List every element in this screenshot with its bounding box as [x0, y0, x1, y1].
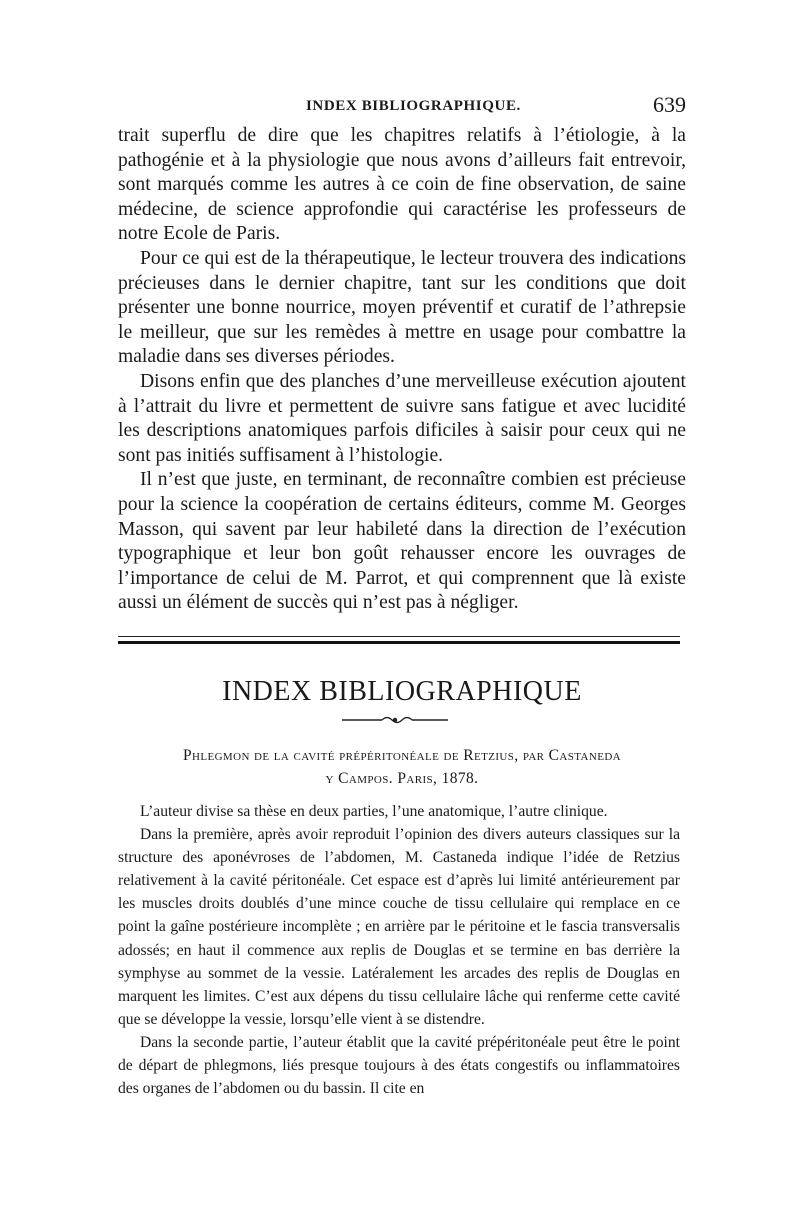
- entry-heading-line: Phlegmon de la cavité prépéritonéale de Retzius, par Castaneda: [182, 747, 622, 764]
- entry-summary: [118, 800, 680, 1100]
- paragraph: L’auteur divise sa thèse en deux parties, l’une anatomique, l’autre clinique.: [140, 803, 608, 820]
- page-number: 639: [653, 92, 686, 117]
- paragraph: trait superflu de dire que les chapitres relatifs à l’étiologie, à la pathogénie et à la physiologie que nous avons d’ailleurs fait entrevoir, sont marqués comme les autres à ce coin de fine observation, de saine médecine, de science approfondie qui caractérise les professeurs de notre Ecole de Paris.: [118, 125, 686, 245]
- running-title: INDEX BIBLIOGRAPHIQUE.: [306, 98, 521, 114]
- divider-rule-thin: [118, 636, 680, 637]
- section-title: INDEX BIBLIOGRAPHIQUE: [222, 676, 582, 707]
- divider-rule-thick: [118, 641, 680, 644]
- entry-heading-line: y Campos. Paris, 1878.: [325, 770, 479, 787]
- paragraph: Disons enfin que des planches d’une merveilleuse exécution ajoutent à l’attrait du livre et permettent de suivre sans fatigue et avec lucidité les descriptions anatomiques parfois dificiles à saisir pour ceux qui ne sont pas initiés suffisament à l’histologie.: [118, 370, 686, 466]
- paragraph: Pour ce qui est de la thérapeutique, le lecteur trouvera des indications précieuses dans le dernier chapitre, tant sur les conditions que doit présenter une bonne nourrice, moyen préventif et curatif de l’athrepsie le meilleur, que sur les remèdes à mettre en usage pour combattre la maladie dans ses diverses périodes.: [118, 247, 686, 368]
- running-head: [118, 92, 686, 122]
- ornament-flourish-icon: [342, 714, 448, 726]
- paragraph: Dans la seconde partie, l’auteur établit que la cavité prépéritonéale peut être le point de départ de phlegmons, liés presque toujours à des états congestifs ou inflammatoires des organes de l’abdomen ou du bassin. Il cite en: [118, 1033, 680, 1098]
- paragraph: Il n’est que juste, en terminant, de reconnaître combien est précieuse pour la science la coopération de certains éditeurs, comme M. Georges Masson, qui savent par leur habileté dans la direction de l’exécution typographique et leur bon goût rehausser encore les ouvrages de l’importance de celui de M. Parrot, et qui comprennent que là existe aussi un élément de succès qui n’est pas à négliger.: [118, 469, 686, 614]
- bibliography-entry-heading: [118, 744, 686, 790]
- continued-review-text: [118, 124, 686, 616]
- paragraph: Dans la première, après avoir reproduit l’opinion des divers auteurs classiques sur la structure des aponévroses de l’abdomen, M. Castaneda indique l’idée de Retzius relativement à la cavité péritonéale. Cet espace est d’après lui limité antérieurement par les muscles droits doublés d’une mince couche de tissu cellulaire qui remplace en ce point la gaîne postérieure incomplète ; en arrière par le péritoine et le fascia transversalis adossés; en haut il commence aux replis de Douglas et se termine en bas derrière la symphyse au sommet de la vessie. Latéralement les arcades des replis de Douglas en marquent les limites. C’est aux dépens du tissu cellulaire lâche qui renferme cette cavité que se développe la vessie, lorsqu’elle vient à se distendre.: [118, 826, 680, 1028]
